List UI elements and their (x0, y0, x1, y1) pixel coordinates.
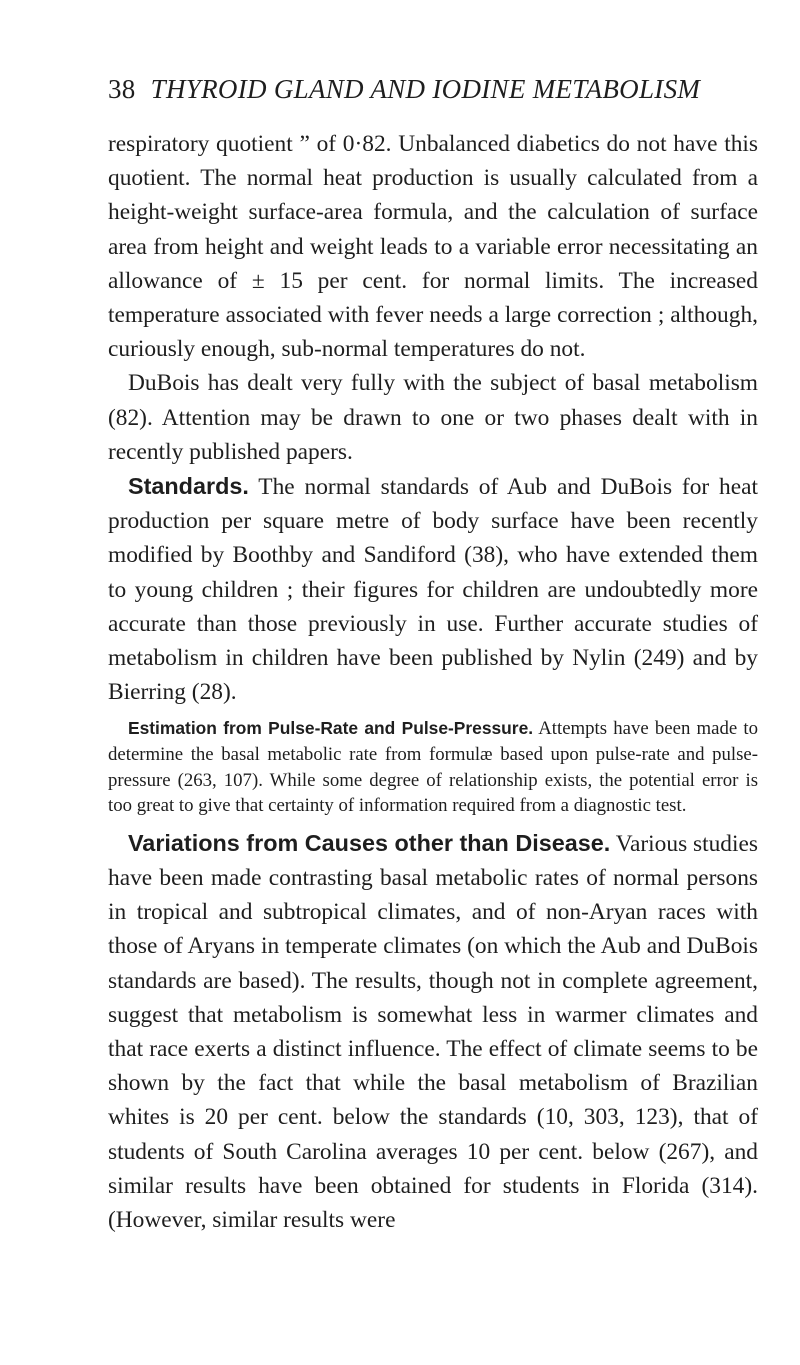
paragraph-text: DuBois has dealt very fully with the subject of basal metabolism (82). Attention may be drawn to one or two phases dealt with in recently published papers. (108, 370, 758, 465)
paragraph-text: Various studies have been made contrasting basal metabolic rates of normal persons in tropical and subtropical climates, and of non-Aryan races with those of Aryans in temperate climates (on which the Aub and DuBois standards are based). The results, though not in complete agreement, suggest that metabolism is somewhat less in warmer climates and that race exerts a distinct influence. The effect of climate seems to be shown by the fact that while the basal metabolism of Brazilian whites is 20 per cent. below the standards (10, 303, 123), that of students of South Carolina averages 10 per cent. below (267), and similar results have been obtained for students in Florida (314). (However, similar results were (108, 830, 758, 1234)
running-head-title: THYROID GLAND AND IODINE METABOLISM (150, 74, 701, 104)
paragraph-pulse-rate-estimation (108, 716, 758, 818)
body-text (108, 127, 758, 1237)
paragraph-variations (108, 826, 758, 1237)
paragraph-text: Attempts have been made to determine the basal metabolic rate from formulæ based upon pulse-rate and pulse-pressure (263, 107). While some degree of relationship exists, the potential error is too great to give that certainty of information required from a diagnostic test. (108, 718, 758, 817)
section-heading-pulse-rate: Estimation from Pulse-Rate and Pulse-Pressure. (128, 718, 534, 739)
paragraph-text: respiratory quotient ” of 0·82. Unbalanced diabetics do not have this quotient. The normal heat production is usually calculated from a height-weight surface-area formula, and the calculation of surface area from height and weight leads to a variable error necessitating an allowance of ± 15 per cent. for normal limits. The increased temperature associated with fever needs a large correction ; although, curiously enough, sub-normal temperatures do not. (108, 131, 758, 363)
section-heading-standards: Standards. (128, 473, 249, 500)
section-heading-variations: Variations from Causes other than Disease. (128, 829, 611, 856)
running-head (108, 67, 758, 111)
paragraph-respiratory-quotient (108, 127, 758, 366)
paragraph-standards (108, 469, 758, 709)
page-number: 38 (108, 74, 136, 104)
paragraph-text: The normal standards of Aub and DuBois for heat production per square metre of body surface have been recently modified by Boothby and Sandiford (38), who have extended them to young children ; their figures for children are undoubtedly more accurate than those previously in use. Further accurate studies of metabolism in children have been published by Nylin (249) and by Bierring (28). (108, 474, 758, 706)
paragraph-dubois (108, 366, 758, 469)
